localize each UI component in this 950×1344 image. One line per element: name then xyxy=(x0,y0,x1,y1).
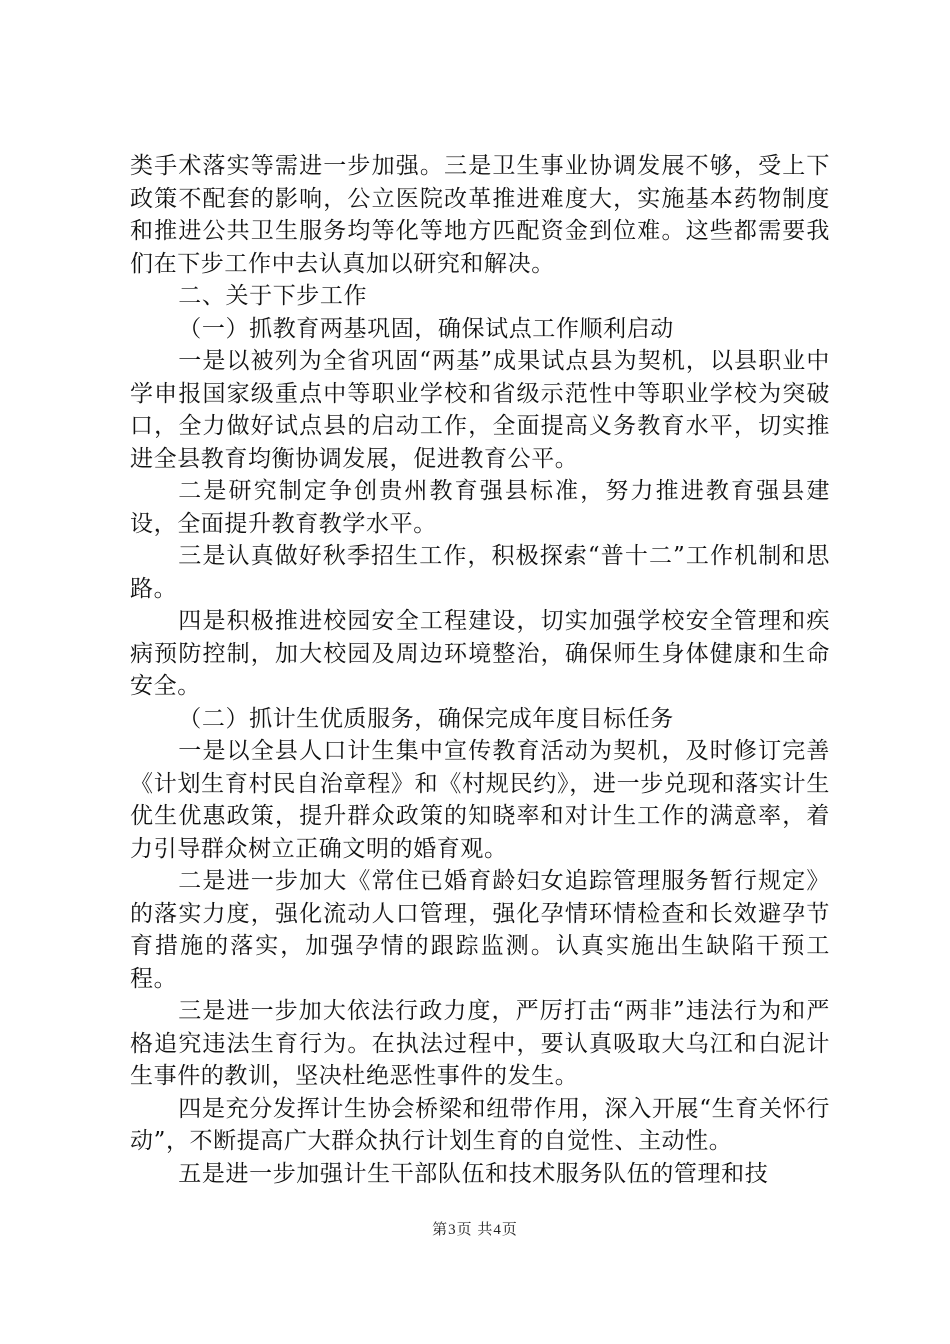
paragraph-family-planning-4: 四是充分发挥计生协会桥梁和纽带作用，深入开展“生育关怀行动”，不断提高广大群众执行计划生育的自觉性、主动性。 xyxy=(130,1095,830,1154)
section-heading-next-steps: 二、关于下步工作 xyxy=(178,283,368,309)
paragraph-education-3: 三是认真做好秋季招生工作，积极探索“普十二”工作机制和思路。 xyxy=(130,543,830,602)
paragraph-family-planning-5: 五是进一步加强计生干部队伍和技术服务队伍的管理和技 xyxy=(178,1160,769,1187)
page-number-footer: 第3页 共4页 xyxy=(432,1222,518,1238)
document-body xyxy=(130,150,830,1190)
paragraph-education-1: 一是以被列为全省巩固“两基”成果试点县为契机，以县职业中学申报国家级重点中等职业学校和省级示范性中等职业学校为突破口，全力做好试点县的启动工作，全面提高义务教育水平，切实推进全县教育均衡协调发展，促进教育公平。 xyxy=(130,348,830,472)
paragraph-family-planning-1: 一是以全县人口计生集中宣传教育活动为契机，及时修订完善《计划生育村民自治章程》和《村规民约》，进一步兑现和落实计生优生优惠政策，提升群众政策的知晓率和对计生工作的满意率，着力引导群众树立正确文明的婚育观。 xyxy=(130,738,830,862)
paragraph-education-4: 四是积极推进校园安全工程建设，切实加强学校安全管理和疾病预防控制，加大校园及周边环境整治，确保师生身体健康和生命安全。 xyxy=(130,608,830,699)
paragraph-family-planning-3: 三是进一步加大依法行政力度，严厉打击“两非”违法行为和严格追究违法生育行为。在执法过程中，要认真吸取大乌江和白泥计生事件的教训，坚决杜绝恶性事件的发生。 xyxy=(130,998,830,1089)
paragraph-family-planning-2: 二是进一步加大《常住已婚育龄妇女追踪管理服务暂行规定》的落实力度，强化流动人口管理，强化孕情环情检查和长效避孕节育措施的落实，加强孕情的跟踪监测。认真实施出生缺陷干预工程。 xyxy=(130,868,830,992)
paragraph-1: 类手术落实等需进一步加强。三是卫生事业协调发展不够，受上下政策不配套的影响，公立医院改革推进难度大，实施基本药物制度和推进公共卫生服务均等化等地方匹配资金到位难。这些都需要我们在下步工作中去认真加以研究和解决。 xyxy=(130,153,830,277)
subheading-family-planning: （二）抓计生优质服务，确保完成年度目标任务 xyxy=(178,705,674,732)
paragraph-education-2: 二是研究制定争创贵州教育强县标准，努力推进教育强县建设，全面提升教育教学水平。 xyxy=(130,478,830,537)
subheading-education: （一）抓教育两基巩固，确保试点工作顺利启动 xyxy=(178,315,674,342)
